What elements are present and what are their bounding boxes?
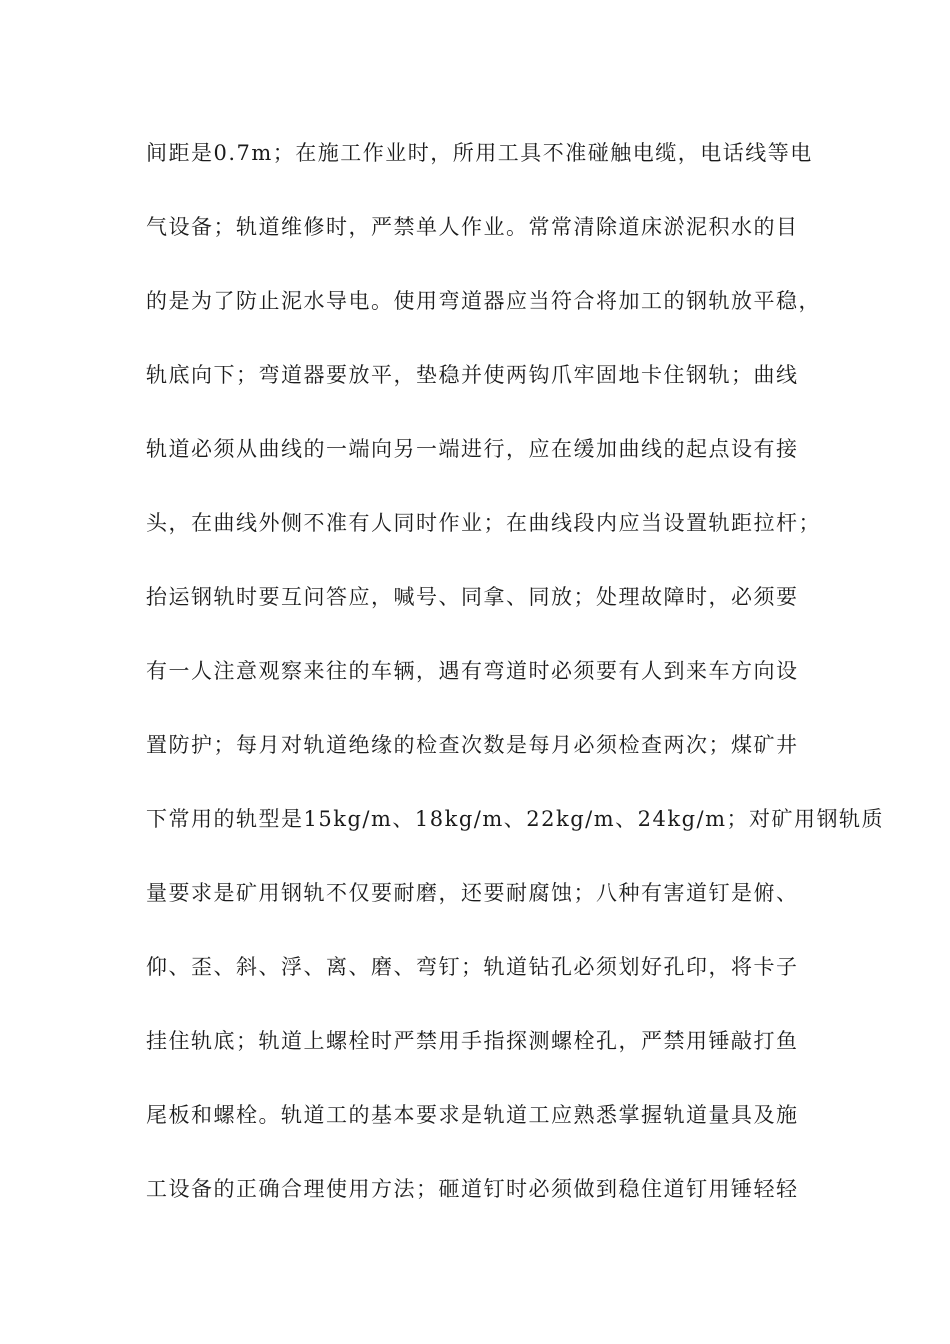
text-line: 的是为了防止泥水导电。使用弯道器应当符合将加工的钢轨放平稳， (146, 289, 821, 313)
text-line: 置防护；每月对轨道绝缘的检查次数是每月必须检查两次；煤矿井 (146, 733, 799, 757)
text-line: 气设备；轨道维修时，严禁单人作业。常常清除道床淤泥积水的目 (146, 215, 799, 239)
text-line: 挂住轨底；轨道上螺栓时严禁用手指探测螺栓孔，严禁用锤敲打鱼 (146, 1029, 799, 1053)
text-line: 轨道必须从曲线的一端向另一端进行，应在缓加曲线的起点设有接 (146, 437, 799, 461)
text-line: 量要求是矿用钢轨不仅要耐磨，还要耐腐蚀；八种有害道钉是俯、 (146, 881, 799, 905)
text-line: 轨底向下；弯道器要放平，垫稳并使两钩爪牢固地卡住钢轨；曲线 (146, 363, 799, 387)
text-line: 仰、歪、斜、浮、离、磨、弯钉；轨道钻孔必须划好孔印，将卡子 (146, 955, 799, 979)
text-line: 头，在曲线外侧不准有人同时作业；在曲线段内应当设置轨距拉杆； (146, 511, 821, 535)
text-line: 工设备的正确合理使用方法；砸道钉时必须做到稳住道钉用锤轻轻 (146, 1177, 799, 1201)
text-line: 间距是0.7m；在施工作业时，所用工具不准碰触电缆，电话线等电 (146, 141, 813, 165)
text-line: 尾板和螺栓。轨道工的基本要求是轨道工应熟悉掌握轨道量具及施 (146, 1103, 799, 1127)
body-text (146, 130, 885, 1240)
text-line: 抬运钢轨时要互问答应，喊号、同拿、同放；处理故障时，必须要 (146, 585, 799, 609)
text-line: 下常用的轨型是15kg/m、18kg/m、22kg/m、24kg/m；对矿用钢轨质 (146, 807, 885, 831)
text-line: 有一人注意观察来往的车辆，遇有弯道时必须要有人到来车方向设 (146, 659, 799, 683)
